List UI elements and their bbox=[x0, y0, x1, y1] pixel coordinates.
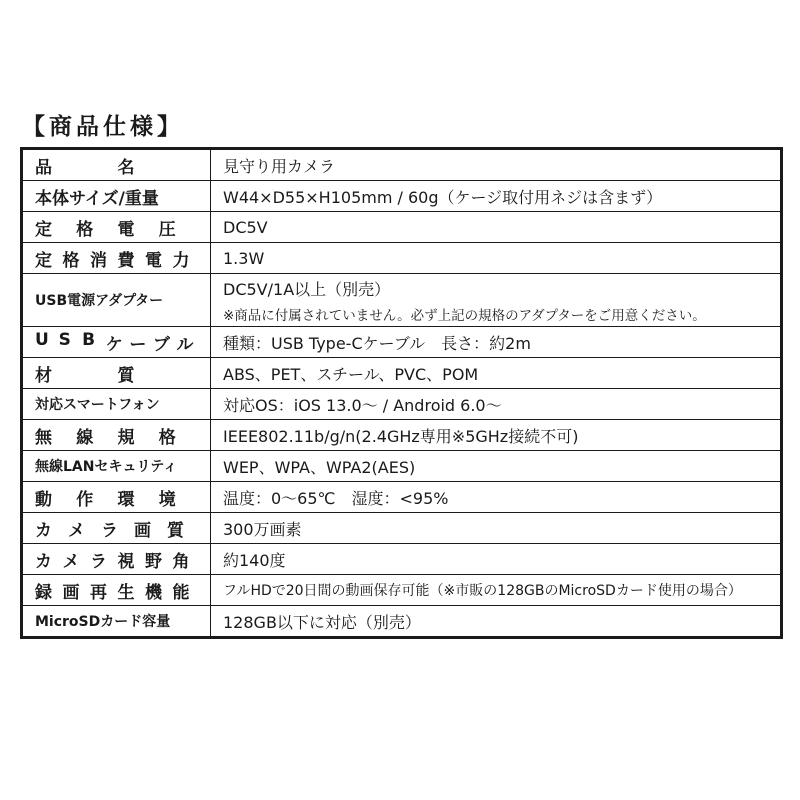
spec-value: 128GB以下に対応（別売） bbox=[211, 606, 782, 638]
spec-label bbox=[22, 482, 211, 513]
spec-label bbox=[22, 358, 211, 389]
spec-value-note: ※商品に付属されていません。必ず上記の規格のアダプターをご用意ください。 bbox=[223, 307, 706, 324]
table-row bbox=[22, 575, 782, 606]
table-row bbox=[22, 358, 782, 389]
spec-label bbox=[22, 327, 211, 358]
table-row bbox=[22, 544, 782, 575]
spec-label-text: 録 画 再 生 機 能 bbox=[35, 582, 190, 603]
table-row bbox=[22, 420, 782, 451]
spec-label bbox=[22, 243, 211, 274]
spec-heading: 【商品仕様】 bbox=[22, 114, 184, 140]
spec-value: フルHDで20日間の動画保存可能（※市販の128GBのMicroSDカード使用の場合） bbox=[211, 575, 782, 606]
spec-label-text: カ メ ラ 視 野 角 bbox=[35, 551, 190, 572]
spec-label bbox=[22, 544, 211, 575]
spec-label: USB電源アダプター bbox=[22, 274, 211, 327]
table-row bbox=[22, 451, 782, 482]
spec-table bbox=[20, 147, 783, 639]
spec-value bbox=[211, 274, 782, 327]
table-row bbox=[22, 274, 782, 327]
spec-label bbox=[22, 420, 211, 451]
table-row bbox=[22, 212, 782, 243]
spec-label: 本体サイズ/重量 bbox=[22, 181, 211, 212]
spec-label-text: 動 作 環 境 bbox=[35, 489, 176, 510]
spec-label-text: 定 格 電 圧 bbox=[35, 219, 176, 240]
spec-value: DC5V bbox=[211, 212, 782, 243]
spec-value: 種類：USB Type-Cケーブル 長さ：約2m bbox=[211, 327, 782, 358]
spec-label-text: カ メ ラ 画 質 bbox=[35, 520, 184, 541]
spec-value: IEEE802.11b/g/n(2.4GHz専用※5GHz接続不可) bbox=[211, 420, 782, 451]
table-row bbox=[22, 389, 782, 420]
spec-label-text: 品 名 bbox=[35, 157, 135, 178]
spec-value: 温度：0～65℃ 湿度：<95% bbox=[211, 482, 782, 513]
table-row bbox=[22, 181, 782, 212]
spec-value: W44×D55×H105mm / 60g（ケージ取付用ネジは含まず） bbox=[211, 181, 782, 212]
spec-label-text: 定 格 消 費 電 力 bbox=[35, 250, 190, 271]
table-row bbox=[22, 606, 782, 638]
table-row bbox=[22, 513, 782, 544]
table-row bbox=[22, 482, 782, 513]
spec-label bbox=[22, 575, 211, 606]
spec-value: 約140度 bbox=[211, 544, 782, 575]
spec-label: 対応スマートフォン bbox=[22, 389, 211, 420]
spec-label-text: 無 線 規 格 bbox=[35, 427, 176, 448]
spec-value: ABS、PET、スチール、PVC、POM bbox=[211, 358, 782, 389]
spec-value: 300万画素 bbox=[211, 513, 782, 544]
table-row bbox=[22, 327, 782, 358]
spec-label: MicroSDカード容量 bbox=[22, 606, 211, 638]
spec-value: 見守り用カメラ bbox=[211, 149, 782, 181]
spec-label-text: 材 質 bbox=[35, 365, 135, 386]
spec-label bbox=[22, 149, 211, 181]
spec-label bbox=[22, 513, 211, 544]
table-row bbox=[22, 243, 782, 274]
spec-label bbox=[22, 212, 211, 243]
spec-value: 対応OS：iOS 13.0～ / Android 6.0～ bbox=[211, 389, 782, 420]
spec-value-main: DC5V/1A以上（別売） bbox=[223, 279, 391, 299]
spec-label-text: U S B ケ ー ブ ル bbox=[35, 329, 194, 355]
spec-value: 1.3W bbox=[211, 243, 782, 274]
table-row bbox=[22, 149, 782, 181]
spec-value: WEP、WPA、WPA2(AES) bbox=[211, 451, 782, 482]
spec-label: 無線LANセキュリティ bbox=[22, 451, 211, 482]
